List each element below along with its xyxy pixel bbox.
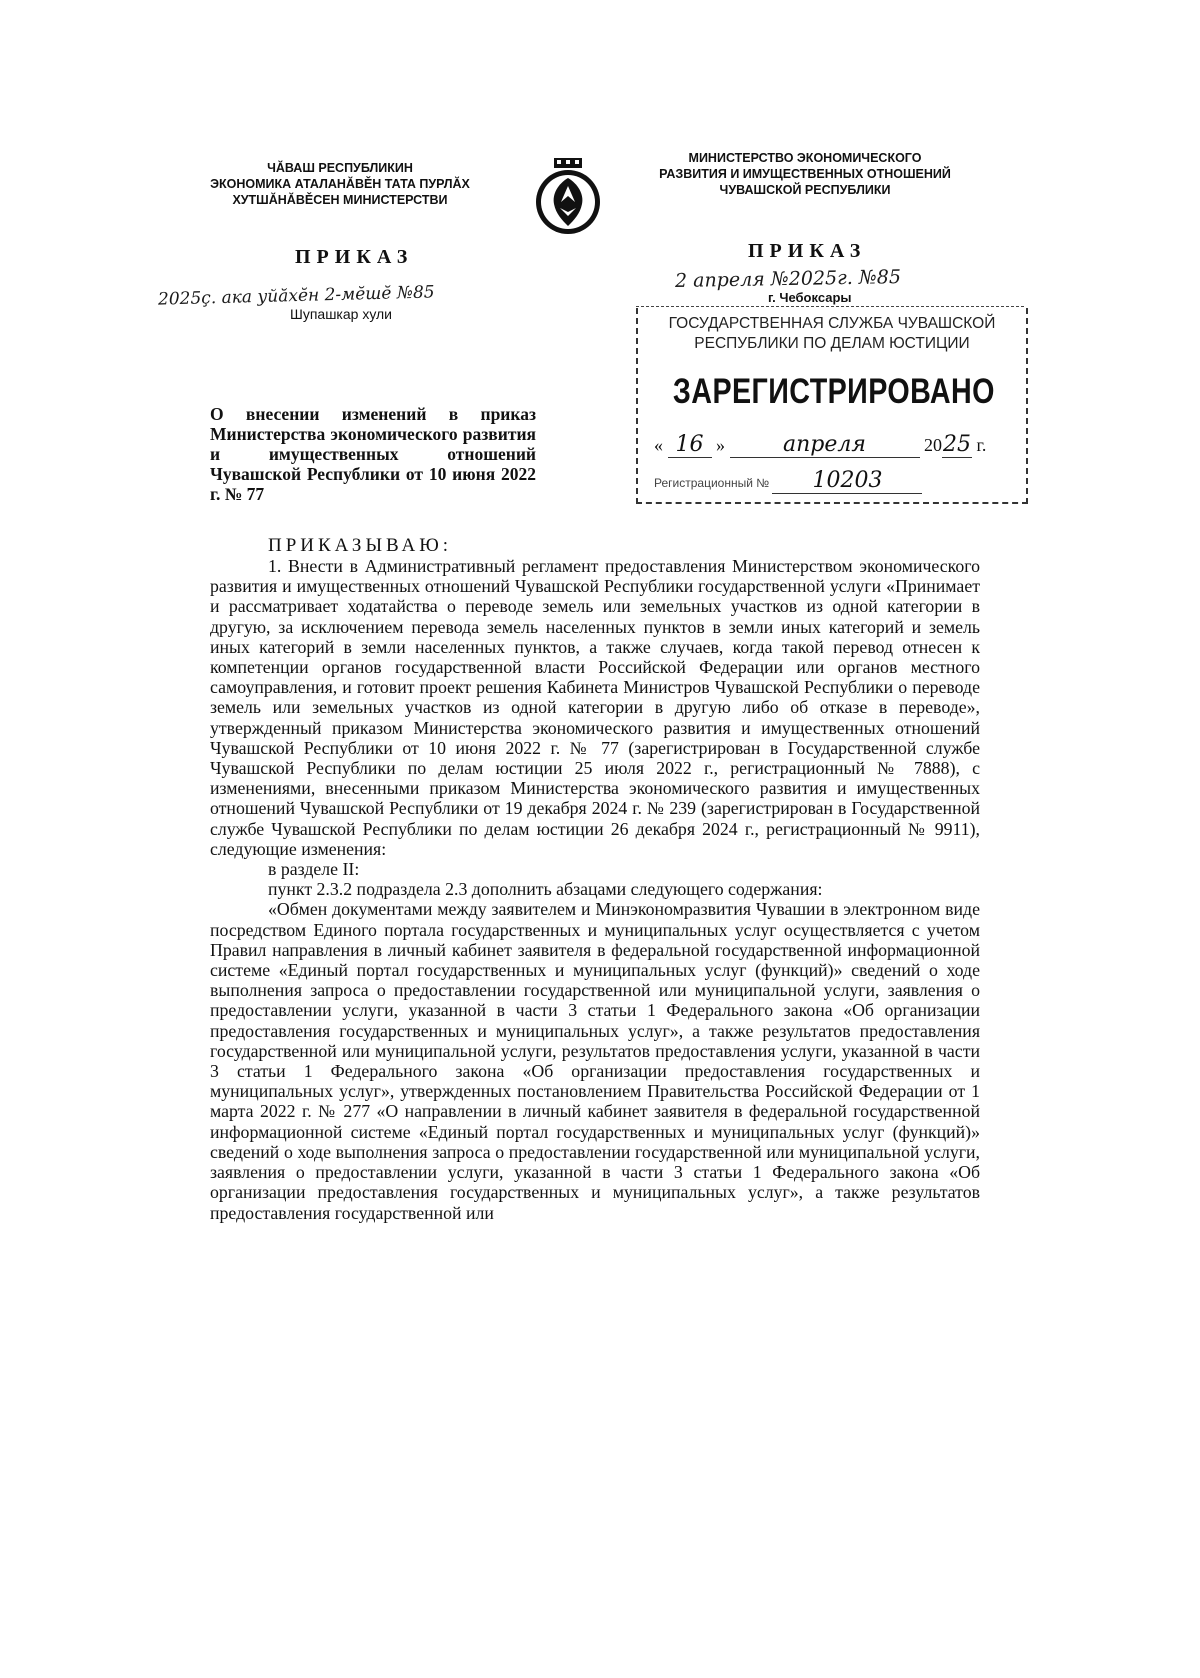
header-right-org [630,150,980,198]
header-left-line-2: ЭКОНОМИКА АТАЛАНĂВĚН ТАТА ПУРЛĂХ [210,177,470,191]
header-left-org [180,160,500,208]
stamp-org-line-1: ГОСУДАРСТВЕННАЯ СЛУЖБА ЧУВАШСКОЙ [668,315,996,332]
stamp-top-border [636,306,1024,307]
header-left-line-1: ЧĂВАШ РЕСПУБЛИКИН [267,161,413,175]
stamp-quote-open: « [654,435,663,455]
stamp-quote-close: » [716,435,725,455]
orders-heading: ПРИКАЗЫВАЮ: [268,535,453,556]
stamp-month: апреля [730,432,920,458]
header-right-line-1: МИНИСТЕРСТВО ЭКОНОМИЧЕСКОГО [688,151,922,165]
stamp-org [638,314,1026,354]
stamp-date-row [654,432,1014,458]
handwritten-date-left: 2025ç. ака уйăхĕн 2-мĕшĕ №85 [157,282,435,310]
stamp-day: 16 [668,432,712,458]
stamp-reg-number-row [654,468,1014,494]
stamp-year-suffix: 25 [943,432,971,457]
stamp-reg-label: Регистрационный № [654,476,770,490]
prikaz-title-left: ПРИКАЗ [295,246,414,268]
stamp-registered: ЗАРЕГИСТРИРОВАНО [672,372,995,411]
header-right-line-3: ЧУВАШСКОЙ РЕСПУБЛИКИ [719,183,891,197]
handwritten-date-right: 2 апреля №2025г. №85 [674,266,902,292]
header-left-line-3: ХУТШĂНĂВĚСЕН МИНИСТЕРСТВИ [232,193,448,207]
prikaz-title-right: ПРИКАЗ [748,240,867,262]
city-right: г. Чебоксары [768,290,852,305]
body-paragraph-1: 1. Внести в Административный регламент предоставления Министерством экономического развития и имущественных отношений Чувашской Республики государственной услуги «Принимает и рассматривает ходатайства о переводе земель или земельных участков из одной категории в другую, за исключением перевода земель населенных пунктов в земли иных категорий и земель иных категорий в земли населенных пунктов, а также случаев, когда такой перевод отнесен к компетенции органов государственной власти Российской Федерации или органов местного самоуправления, и готовит проект решения Кабинета Министров Чувашской Республики о переводе земель или земельных участков из одной категории в другую либо об отказе в переводе», утвержденный приказом Министерства экономического развития и имущественных отношений Чувашской Республики от 10 июня 2022 г. № 77 (зарегистрирован в Государственной службе Чувашской Республики по делам юстиции 25 июля 2022 г., регистрационный № 7888), с изменениями, внесенными приказом Министерства экономического развития и имущественных отношений Чувашской Республики от 19 декабря 2024 г. № 239 (зарегистрирован в Государственной службе Чувашской Республики по делам юстиции 26 декабря 2024 г., регистрационный № 9911), следующие изменения: [210,556,980,859]
registration-stamp [636,308,1028,504]
body-paragraph-2: в разделе II: [268,859,360,880]
stamp-reg-number: 10203 [772,468,922,494]
city-left: Шупашкар хули [290,306,393,322]
stamp-org-line-2: РЕСПУБЛИКИ ПО ДЕЛАМ ЮСТИЦИИ [694,335,970,352]
coat-of-arms-icon [528,156,608,238]
stamp-year-prefix: 20 [924,435,942,455]
body-paragraph-3: пункт 2.3.2 подраздела 2.3 дополнить абзацами следующего содержания: [268,879,823,900]
document-body [210,556,980,1223]
header-right-line-2: РАЗВИТИЯ И ИМУЩЕСТВЕННЫХ ОТНОШЕНИЙ [659,167,951,181]
body-paragraph-4: «Обмен документами между заявителем и Минэкономразвития Чувашии в электронном виде посредством Единого портала государственных и муниципальных услуг осуществляется с учетом Правил направления в личный кабинет заявителя в федеральной государственной информационной системе «Единый портал государственных и муниципальных услуг (функций)» сведений о ходе выполнения запроса о предоставлении государственной или муниципальной услуги, заявления о предоставлении услуги, указанной в части 3 статьи 1 Федерального закона «Об организации предоставления государственных и муниципальных услуг», а также результатов предоставления государственной или муниципальной услуги, результатов предоставления услуги, указанной в части 3 статьи 1 Федерального закона «Об организации предоставления государственных и муниципальных услуг», утвержденных постановлением Правительства Российской Федерации от 1 марта 2022 г. № 277 «О направлении в личный кабинет заявителя в федеральной государственной информационной системе «Единый портал государственных и муниципальных услуг (функций)» сведений о ходе выполнения запроса о предоставлении государственной или муниципальной услуги, заявления о предоставлении услуги, указанной в части 3 статьи 1 Федерального закона «Об организации предоставления государственных и муниципальных услуг», а также результатов предоставления государственной или [210,899,980,1223]
stamp-year-g: г. [976,435,987,455]
document-subject: О внесении изменений в приказ Министерства экономического развития и имущественных отношений Чувашской Республики от 10 июня 2022 г. № 77 [210,404,536,504]
